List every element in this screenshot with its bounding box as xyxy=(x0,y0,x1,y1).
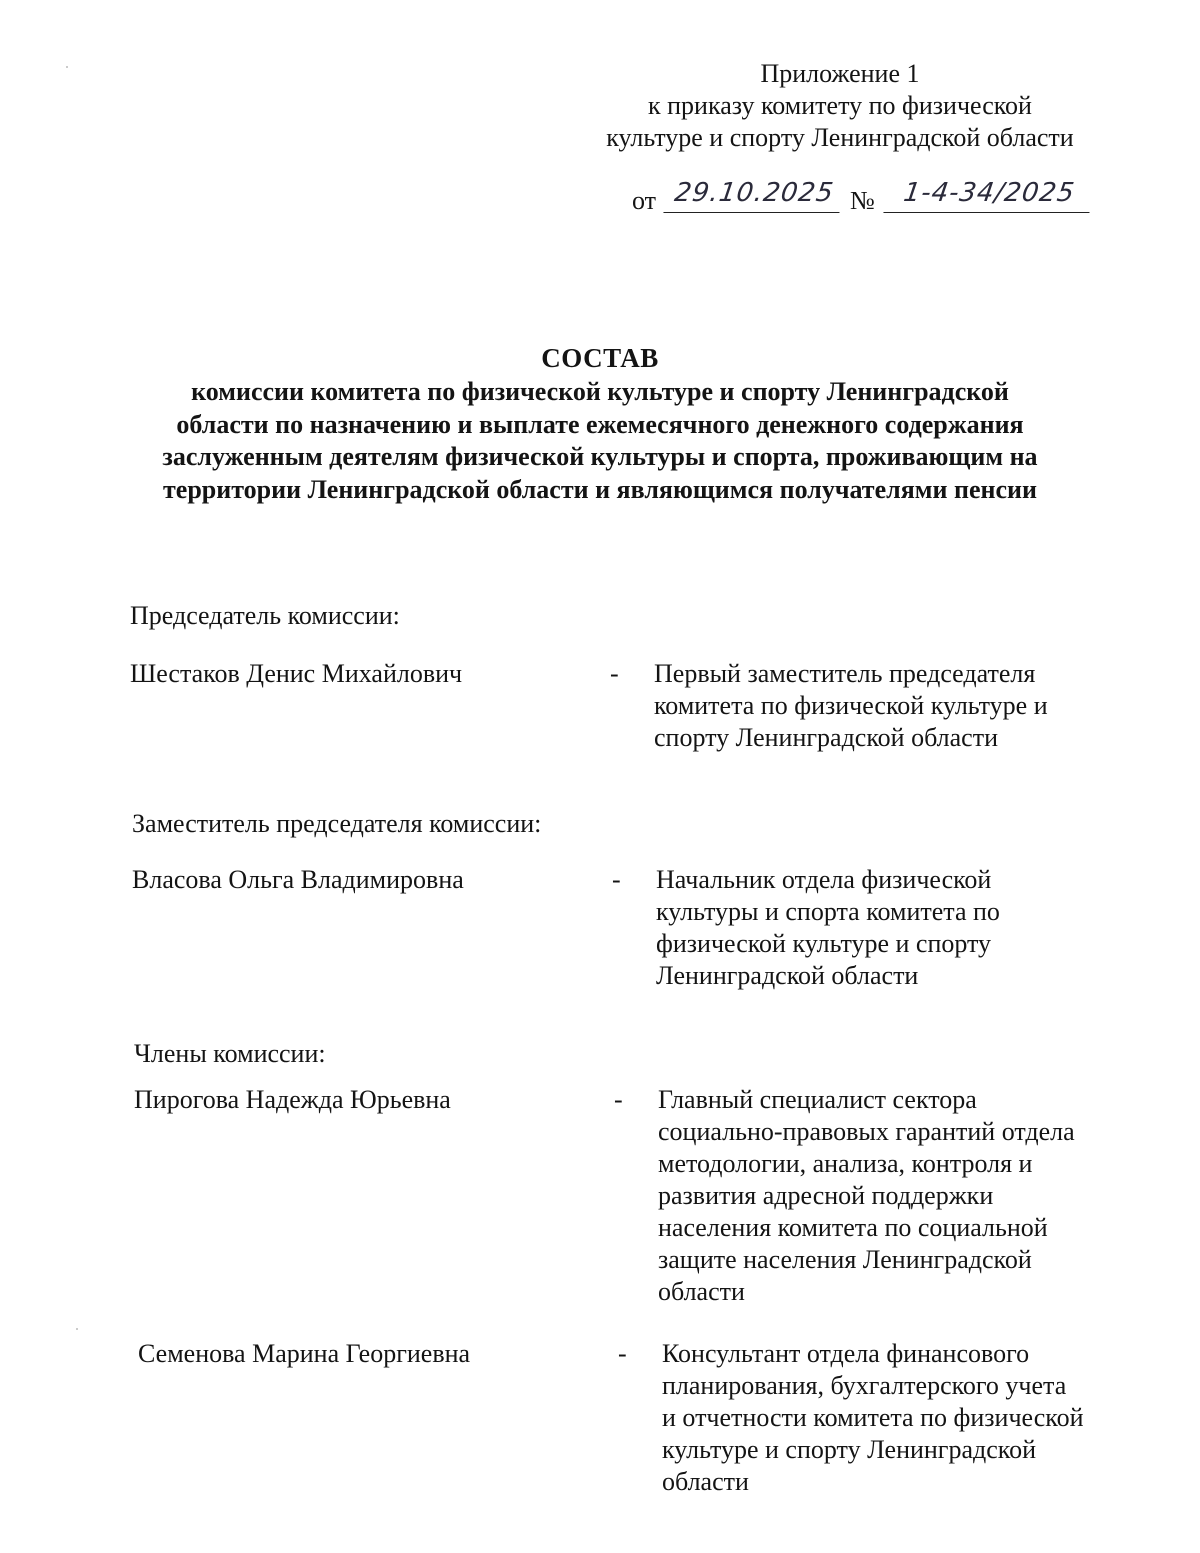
appendix-line: Приложение 1 xyxy=(760,59,920,88)
title-subtitle xyxy=(100,376,1100,506)
member-dash: - xyxy=(614,1085,623,1114)
appendix-header xyxy=(560,58,1120,154)
order-reference xyxy=(632,176,1112,224)
member-position xyxy=(656,864,1116,992)
handwritten-order-number: 1-4-34/2025 xyxy=(883,176,1094,213)
position-line: физической культуре и спорту xyxy=(656,929,992,958)
appendix-line: к приказу комитету по физической xyxy=(648,91,1032,120)
position-line: Ленинградской области xyxy=(656,961,919,990)
member-dash: - xyxy=(612,865,621,894)
member-position xyxy=(654,658,1114,754)
member-name: Власова Ольга Владимировна xyxy=(132,865,464,894)
appendix-line: культуре и спорту Ленинградской области xyxy=(606,123,1074,152)
section-label-deputy: Заместитель председателя комиссии: xyxy=(132,809,542,838)
position-line: комитета по физической культуре и xyxy=(654,691,1048,720)
position-line: культуры и спорта комитета по xyxy=(656,897,1000,926)
scan-speck xyxy=(66,66,68,68)
member-position xyxy=(662,1338,1122,1498)
member-name: Шестаков Денис Михайлович xyxy=(130,659,463,688)
section-label-members: Члены комиссии: xyxy=(134,1039,326,1068)
position-line: методологии, анализа, контроля и xyxy=(658,1149,1033,1178)
position-line: области xyxy=(658,1277,745,1306)
position-line: Начальник отдела физической xyxy=(656,865,992,894)
member-position xyxy=(658,1084,1118,1308)
section-label-chairman: Председатель комиссии: xyxy=(130,601,400,630)
subtitle-line: области по назначению и выплате ежемесячного денежного содержания xyxy=(176,409,1024,439)
position-line: Консультант отдела финансового xyxy=(662,1339,1030,1368)
position-line: планирования, бухгалтерского учета xyxy=(662,1371,1067,1400)
position-line: и отчетности комитета по физической xyxy=(662,1403,1084,1432)
member-dash: - xyxy=(618,1339,627,1368)
position-line: защите населения Ленинградской xyxy=(658,1245,1032,1274)
position-line: населения комитета по социальной xyxy=(658,1213,1048,1242)
member-name: Семенова Марина Георгиевна xyxy=(138,1339,471,1368)
position-line: области xyxy=(662,1467,749,1496)
position-line: Первый заместитель председателя xyxy=(654,659,1036,688)
title-main: СОСТАВ xyxy=(541,343,659,373)
date-prefix: от xyxy=(632,186,657,215)
handwritten-date: 29.10.2025 xyxy=(663,176,844,213)
position-line: развития адресной поддержки xyxy=(658,1181,994,1210)
position-line: спорту Ленинградской области xyxy=(654,723,998,752)
position-line: культуре и спорту Ленинградской xyxy=(662,1435,1037,1464)
member-dash: - xyxy=(610,659,619,688)
subtitle-line: комиссии комитета по физической культуре и спорту Ленинградской xyxy=(191,377,1009,406)
number-prefix: № xyxy=(850,186,875,215)
position-line: социально-правовых гарантий отдела xyxy=(658,1117,1075,1146)
member-name: Пирогова Надежда Юрьевна xyxy=(134,1085,451,1114)
document-title xyxy=(100,342,1100,506)
subtitle-line: заслуженным деятелям физической культуры и спорта, проживающим на xyxy=(162,442,1038,471)
subtitle-line: территории Ленинградской области и являющимся получателями пенсии xyxy=(163,474,1037,504)
position-line: Главный специалист сектора xyxy=(658,1085,977,1114)
scan-speck xyxy=(76,1328,78,1330)
